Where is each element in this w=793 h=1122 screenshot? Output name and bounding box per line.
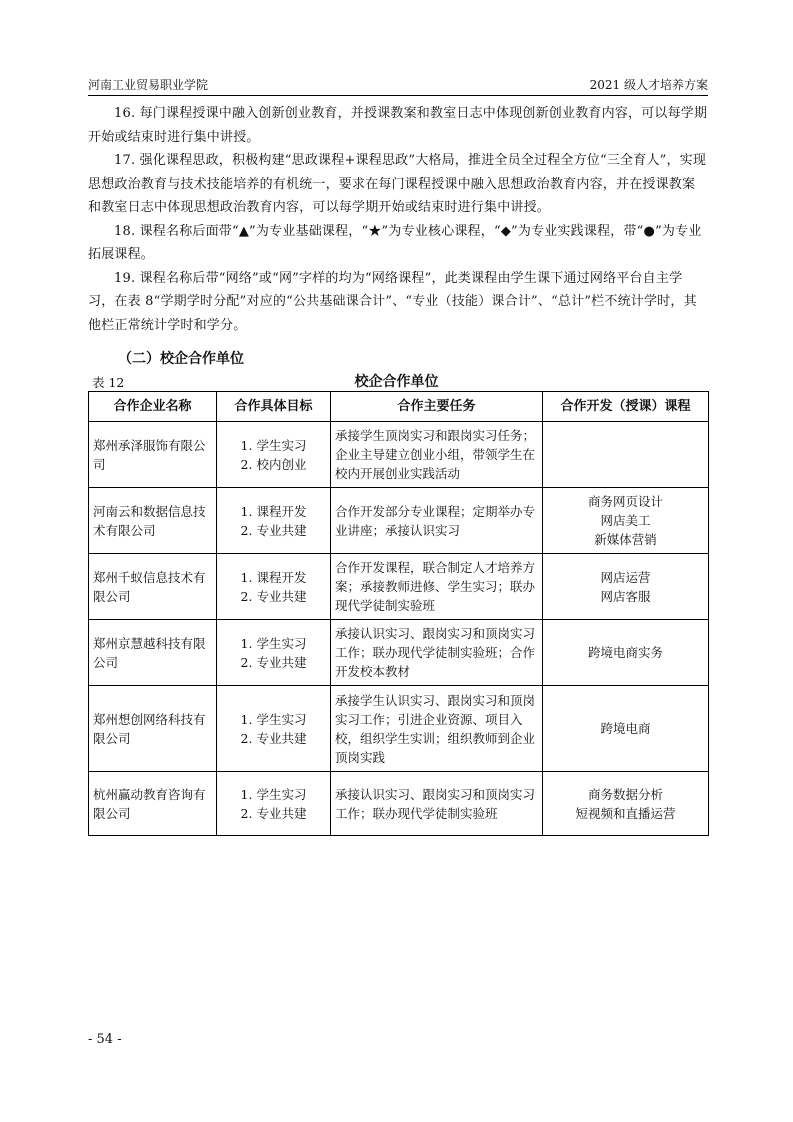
table-row (89, 422, 709, 488)
company-cell: 杭州赢动教育咨询有限公司 (89, 772, 217, 836)
table-row (89, 772, 709, 836)
company-cell: 郑州想创网络科技有限公司 (89, 686, 217, 772)
company-cell: 河南云和数据信息技术有限公司 (89, 488, 217, 554)
header-school-name: 河南工业贸易职业学院 (88, 78, 209, 92)
table-title: 校企合作单位 (354, 374, 439, 390)
tasks-cell: 承接认识实习、跟岗实习和顶岗实习工作；联办现代学徒制实验班 (331, 772, 543, 836)
tasks-cell: 承接学生认识实习、跟岗实习和顶岗实习工作；引进企业资源、项目入校，组织学生实训；组织教师到企业顶岗实践 (331, 686, 543, 772)
cooperation-table (88, 391, 709, 836)
paragraph-16: 16. 每门课程授课中融入创新创业教育，并授课教案和教室日志中体现创新创业教育内容，可以每学期开始或结束时进行集中讲授。 (88, 106, 708, 145)
paragraph-18: 18. 课程名称后面带“▲”为专业基础课程，“★”为专业核心课程，“◆”为专业实践课程，带“●”为专业拓展课程。 (88, 223, 702, 262)
courses-cell (543, 422, 709, 488)
goal-item: 1. 课程开发 (240, 503, 307, 519)
column-header-courses: 合作开发（授课）课程 (543, 392, 709, 422)
goal-item: 2. 专业共建 (240, 654, 307, 670)
courses-cell (543, 772, 709, 836)
goals-cell (217, 620, 331, 686)
header-document-title: 2021 级人才培养方案 (589, 78, 708, 92)
body-text (88, 102, 708, 337)
column-header-company: 合作企业名称 (89, 392, 217, 422)
course-item: 跨境电商 (600, 721, 651, 736)
table-row (89, 488, 709, 554)
course-item: 商务网页设计 (587, 494, 663, 509)
course-item: 网店运营 (600, 569, 651, 585)
table-row (89, 554, 709, 620)
section-heading: （二）校企合作单位 (118, 351, 244, 367)
paragraph-17: 17. 强化课程思政，积极构建“思政课程+课程思政”大格局，推进全员全过程全方位“三全育人”，实现思想政治教育与技术技能培养的有机统一，要求在每门课程授课中融入思想政治教育内容，并在授课教案和教室日志中体现思想政治教育内容，可以每学期开始或结束时进行集中讲授。 (88, 153, 707, 215)
column-header-tasks: 合作主要任务 (331, 392, 543, 422)
goal-item: 1. 学生实习 (240, 711, 307, 727)
goal-item: 2. 专业共建 (240, 730, 307, 746)
company-cell: 郑州千蚁信息技术有限公司 (89, 554, 217, 620)
courses-cell (543, 554, 709, 620)
goal-item: 2. 专业共建 (240, 588, 307, 604)
page-header (88, 75, 708, 95)
courses-cell (543, 686, 709, 772)
course-item: 网店美工 (600, 513, 651, 528)
course-item: 跨境电商实务 (587, 645, 663, 660)
tasks-cell: 合作开发课程，联合制定人才培养方案；承接教师进修、学生实习；联办现代学徒制实验班 (331, 554, 543, 620)
column-header-goals: 合作具体目标 (217, 392, 331, 422)
course-item: 商务数据分析 (587, 786, 663, 802)
tasks-cell: 承接学生顶岗实习和跟岗实习任务；企业主导建立创业小组，带领学生在校内开展创业实践活动 (331, 422, 543, 488)
tasks-cell: 合作开发部分专业课程；定期举办专业讲座；承接认识实习 (331, 488, 543, 554)
goal-item: 2. 专业共建 (240, 805, 307, 821)
company-cell: 郑州承泽服饰有限公司 (89, 422, 217, 488)
table-row (89, 620, 709, 686)
goal-item: 1. 学生实习 (240, 786, 307, 802)
course-item: 网店客服 (600, 588, 651, 604)
goals-cell (217, 554, 331, 620)
goals-cell (217, 488, 331, 554)
tasks-cell: 承接认识实习、跟岗实习和顶岗实习工作；联办现代学徒制实验班；合作开发校本教材 (331, 620, 543, 686)
goal-item: 1. 学生实习 (240, 635, 307, 651)
company-cell: 郑州京慧越科技有限公司 (89, 620, 217, 686)
table-header-row (89, 392, 709, 422)
paragraph-19: 19. 课程名称后带“网络”或“网”字样的均为“网络课程”，此类课程由学生课下通过网络平台自主学习，在表 8“学期学时分配”对应的“公共基础课合计”、“专业（技能）课合计”、“总计”栏不统计学时，其他栏正常统计学时和学分。 (88, 270, 697, 333)
header-divider (88, 95, 708, 96)
goal-item: 2. 专业共建 (240, 522, 307, 538)
goal-item: 1. 学生实习 (240, 437, 307, 453)
goal-item: 1. 课程开发 (240, 569, 307, 585)
page-number: - 54 - (88, 1032, 122, 1047)
goal-item: 2. 校内创业 (240, 456, 307, 472)
table-number-label: 表 12 (92, 375, 125, 390)
course-item: 新媒体营销 (594, 532, 657, 547)
courses-cell (543, 488, 709, 554)
courses-cell (543, 620, 709, 686)
course-item: 短视频和直播运营 (575, 805, 676, 821)
goals-cell (217, 686, 331, 772)
table-row (89, 686, 709, 772)
goals-cell (217, 772, 331, 836)
goals-cell (217, 422, 331, 488)
